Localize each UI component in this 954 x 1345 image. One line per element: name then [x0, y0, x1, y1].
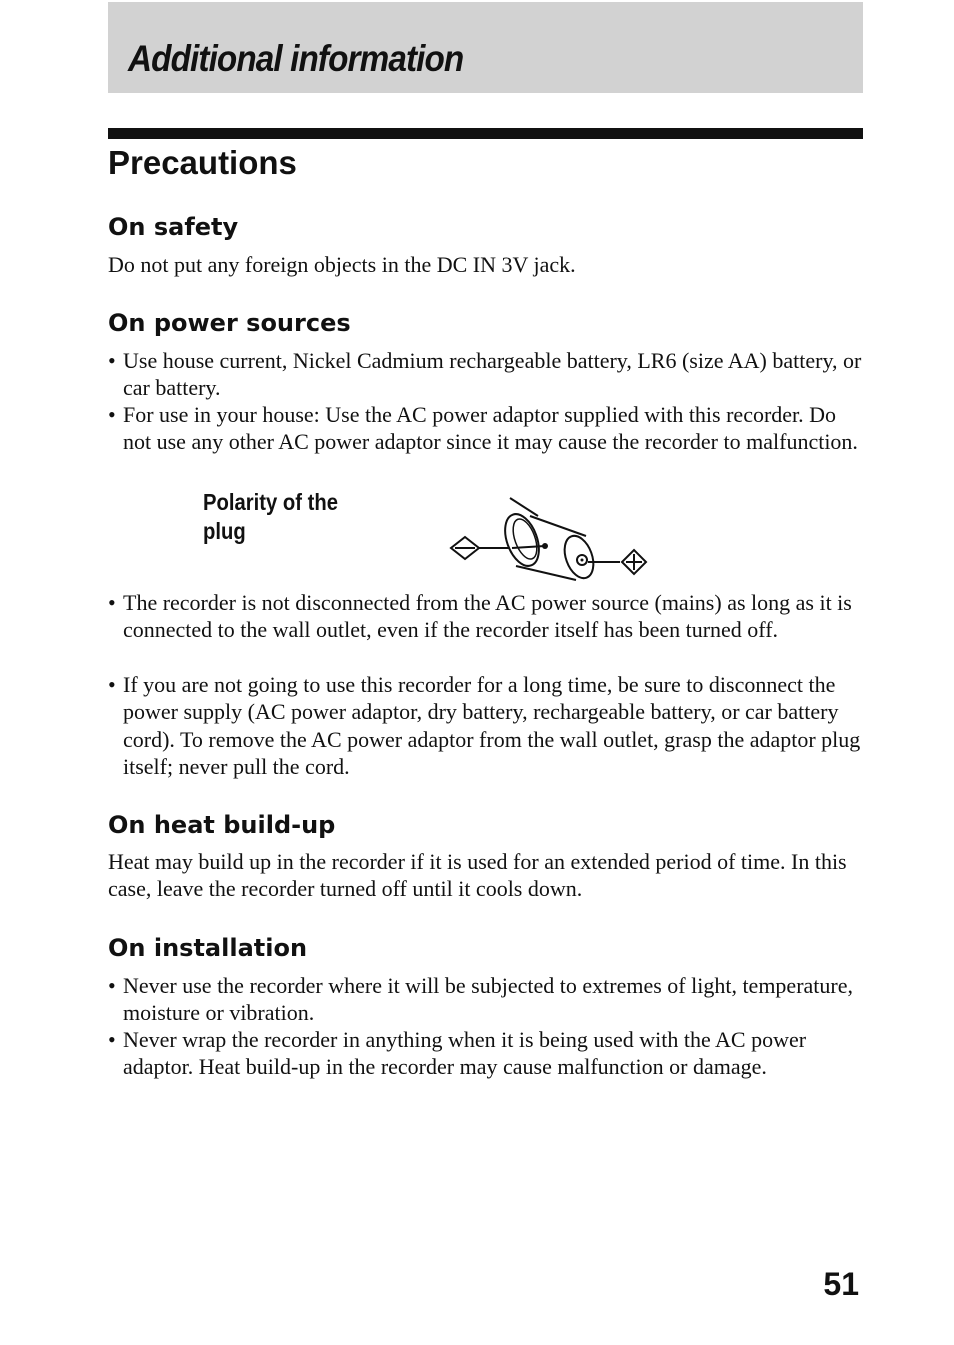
heading-on-installation: On installation: [108, 934, 308, 962]
heading-on-heat-build-up: On heat build-up: [108, 811, 336, 839]
section-header-band: [108, 2, 863, 93]
list-item: [108, 972, 868, 1027]
list-item: [108, 671, 868, 780]
list-item: [108, 1026, 868, 1081]
page-title: Precautions: [108, 144, 297, 181]
heat-paragraph: Heat may build up in the recorder if it is used for an extended period of time. In this case, leave the recorder turned off until it cools down.: [108, 849, 847, 902]
bullet-glyph: •: [108, 1027, 116, 1052]
list-item-text: For use in your house: Use the AC power adaptor supplied with this recorder. Do not use any other AC power adaptor since it may cause the recorder to malfunction.: [123, 402, 858, 455]
page-number: 51: [823, 1266, 859, 1302]
title-rule: [108, 128, 863, 139]
bullet-glyph: •: [108, 348, 116, 373]
plug-polarity-icon: [448, 494, 653, 586]
heading-on-power-sources: On power sources: [108, 309, 351, 337]
list-item-text: Never use the recorder where it will be subjected to extremes of light, temperature, moisture or vibration.: [123, 973, 853, 1026]
list-item: [108, 347, 868, 402]
bullet-glyph: •: [108, 973, 116, 998]
bullet-glyph: •: [108, 590, 116, 615]
section-title: Additional information: [128, 38, 464, 79]
heading-on-safety: On safety: [108, 213, 239, 241]
list-item: [108, 589, 868, 644]
bullet-glyph: •: [108, 672, 116, 697]
figure-label: Polarity of the plug: [203, 489, 338, 544]
safety-paragraph: Do not put any foreign objects in the DC IN 3V jack.: [108, 252, 576, 277]
bullet-glyph: •: [108, 402, 116, 427]
list-item-text: Never wrap the recorder in anything when it is being used with the AC power adaptor. Heat build-up in the recorder may cause malfunction or damage.: [123, 1027, 807, 1080]
list-item-text: The recorder is not disconnected from the AC power source (mains) as long as it is connected to the wall outlet, even if the recorder itself has been turned off.: [123, 590, 852, 643]
list-item: [108, 401, 868, 456]
list-item-text: If you are not going to use this recorder for a long time, be sure to disconnect the power supply (AC power adaptor, dry battery, rechargeable battery, or car battery cord). To remove the AC power adaptor from the wall outlet, grasp the adaptor plug itself; never pull the cord.: [123, 672, 861, 779]
list-item-text: Use house current, Nickel Cadmium rechargeable battery, LR6 (size AA) battery, or car battery.: [123, 348, 862, 401]
